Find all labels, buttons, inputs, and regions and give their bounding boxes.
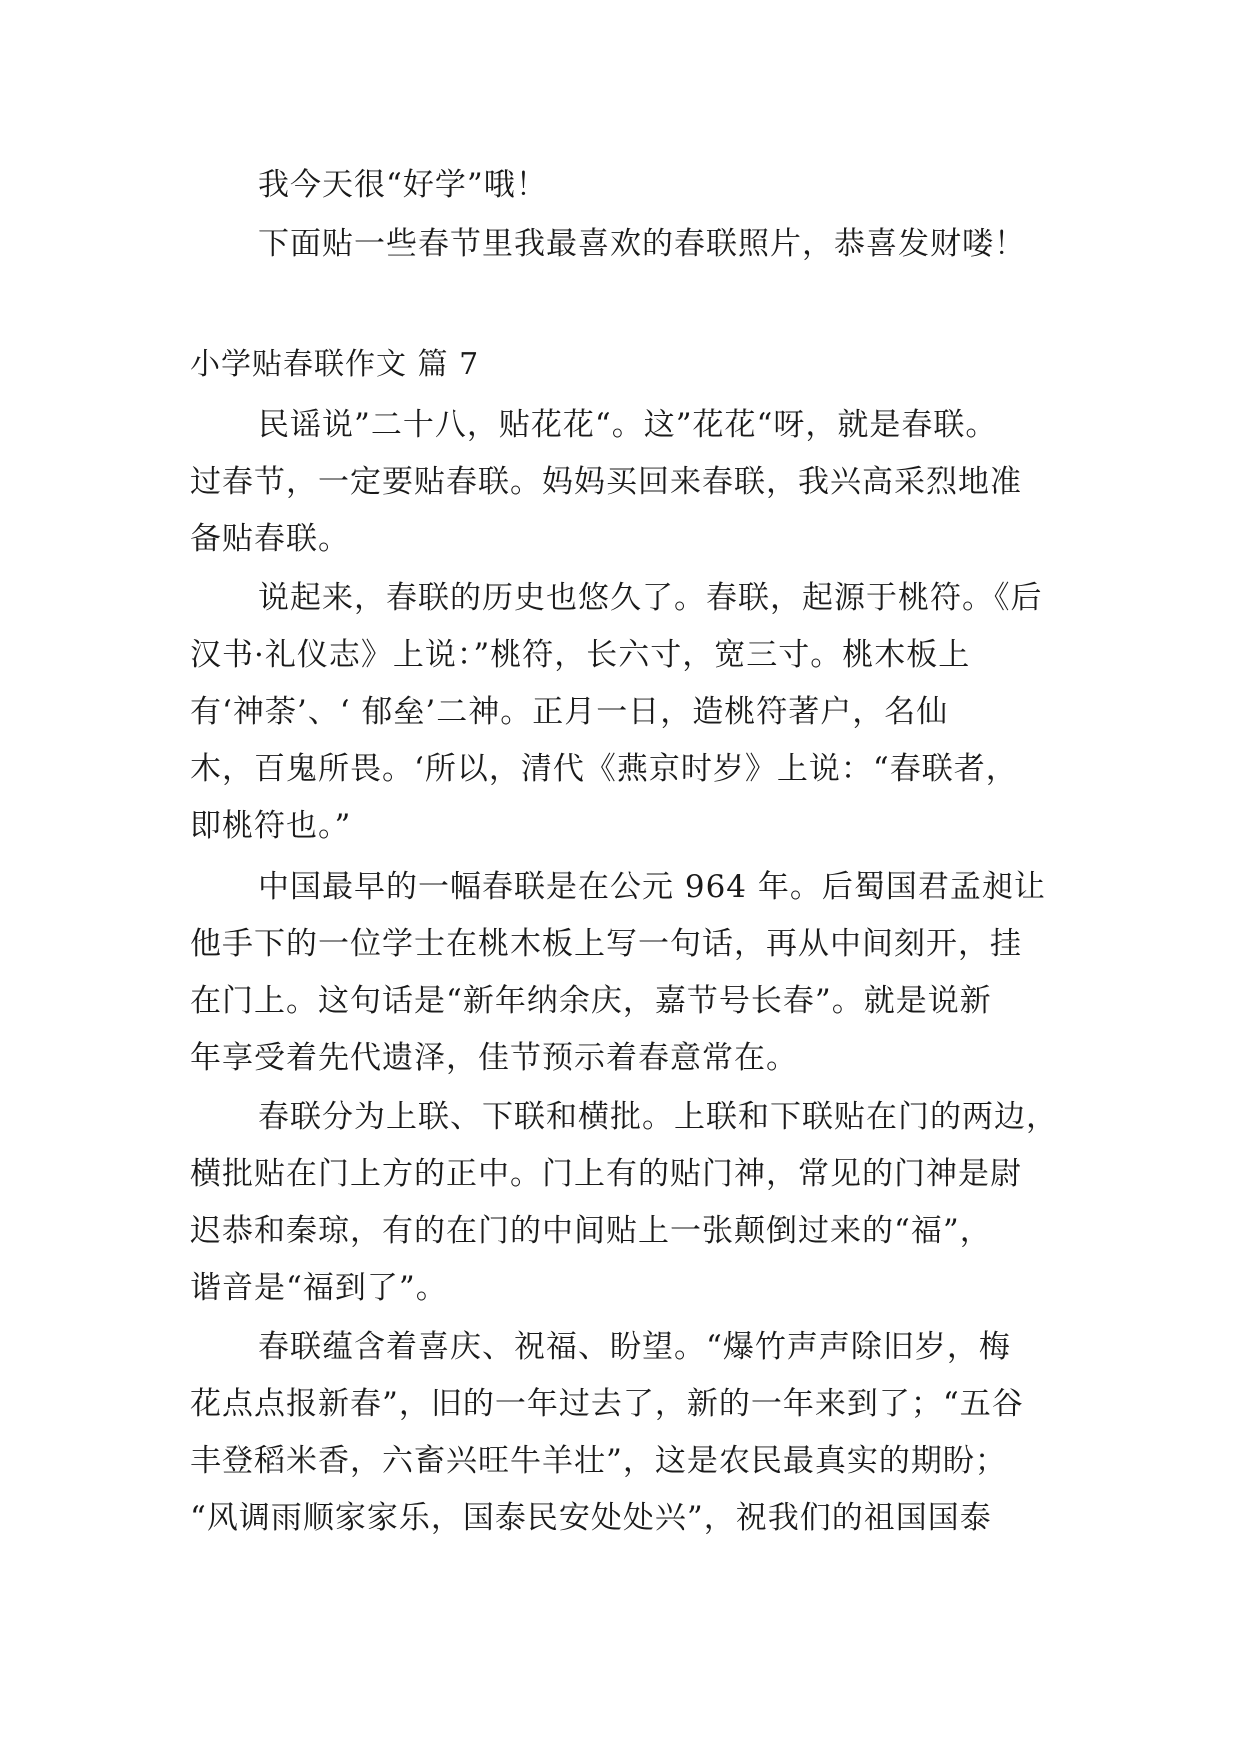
section-title: 小学贴春联作文 篇 7 [190, 347, 480, 382]
paragraph-4-line-3: 迟恭和秦琼，有的在门的中间贴上一张颠倒过来的“福”， [190, 1213, 992, 1249]
paragraph-2-line-1: 说起来，春联的历史也悠久了。春联，起源于桃符。《后 [258, 580, 1043, 616]
paragraph-3-line-3: 在门上。这句话是“新年纳余庆，嘉节号长春”。就是说新 [190, 983, 992, 1019]
intro-line-2: 下面贴一些春节里我最喜欢的春联照片，恭喜发财喽！ [258, 226, 1026, 262]
paragraph-5-line-4: “风调雨顺家家乐，国泰民安处处兴”，祝我们的祖国国泰 [190, 1500, 992, 1536]
paragraph-2-line-5: 即桃符也。” [190, 808, 352, 844]
paragraph-4-line-4: 谐音是“福到了”。 [190, 1270, 448, 1306]
paragraph-1-line-1: 民谣说”二十八，贴花花“。这”花花“呀，就是春联。 [258, 407, 998, 443]
paragraph-1-line-3: 备贴春联。 [190, 521, 350, 557]
paragraph-4-line-2: 横批贴在门上方的正中。门上有的贴门神，常见的门神是尉 [190, 1156, 1022, 1192]
paragraph-4-line-1: 春联分为上联、下联和横批。上联和下联贴在门的两边， [258, 1099, 1058, 1135]
paragraph-5-line-3: 丰登稻米香，六畜兴旺牛羊壮”，这是农民最真实的期盼； [190, 1443, 1007, 1479]
paragraph-2-line-3: 有‘神荼’、‘ 郁垒’二神。正月一日，造桃符著户，名仙 [190, 694, 949, 730]
paragraph-3-line-2: 他手下的一位学士在桃木板上写一句话，再从中间刻开，挂 [190, 926, 1022, 962]
paragraph-3-line-1: 中国最早的一幅春联是在公元 964 年。后蜀国君孟昶让 [258, 869, 1046, 905]
paragraph-3-line-4: 年享受着先代遗泽，佳节预示着春意常在。 [190, 1040, 798, 1076]
paragraph-2-line-4: 木，百鬼所畏。‘所以，清代《燕京时岁》上说：“春联者， [190, 751, 1018, 787]
intro-line-1: 我今天很“好学”哦！ [258, 167, 548, 203]
paragraph-5-line-1: 春联蕴含着喜庆、祝福、盼望。“爆竹声声除旧岁，梅 [258, 1329, 1011, 1365]
paragraph-5-line-2: 花点点报新春”，旧的一年过去了，新的一年来到了；“五谷 [190, 1386, 1024, 1422]
paragraph-2-line-2: 汉书·礼仪志》上说：”桃符，长六寸，宽三寸。桃木板上 [190, 637, 971, 673]
paragraph-1-line-2: 过春节，一定要贴春联。妈妈买回来春联，我兴高采烈地准 [190, 464, 1022, 500]
